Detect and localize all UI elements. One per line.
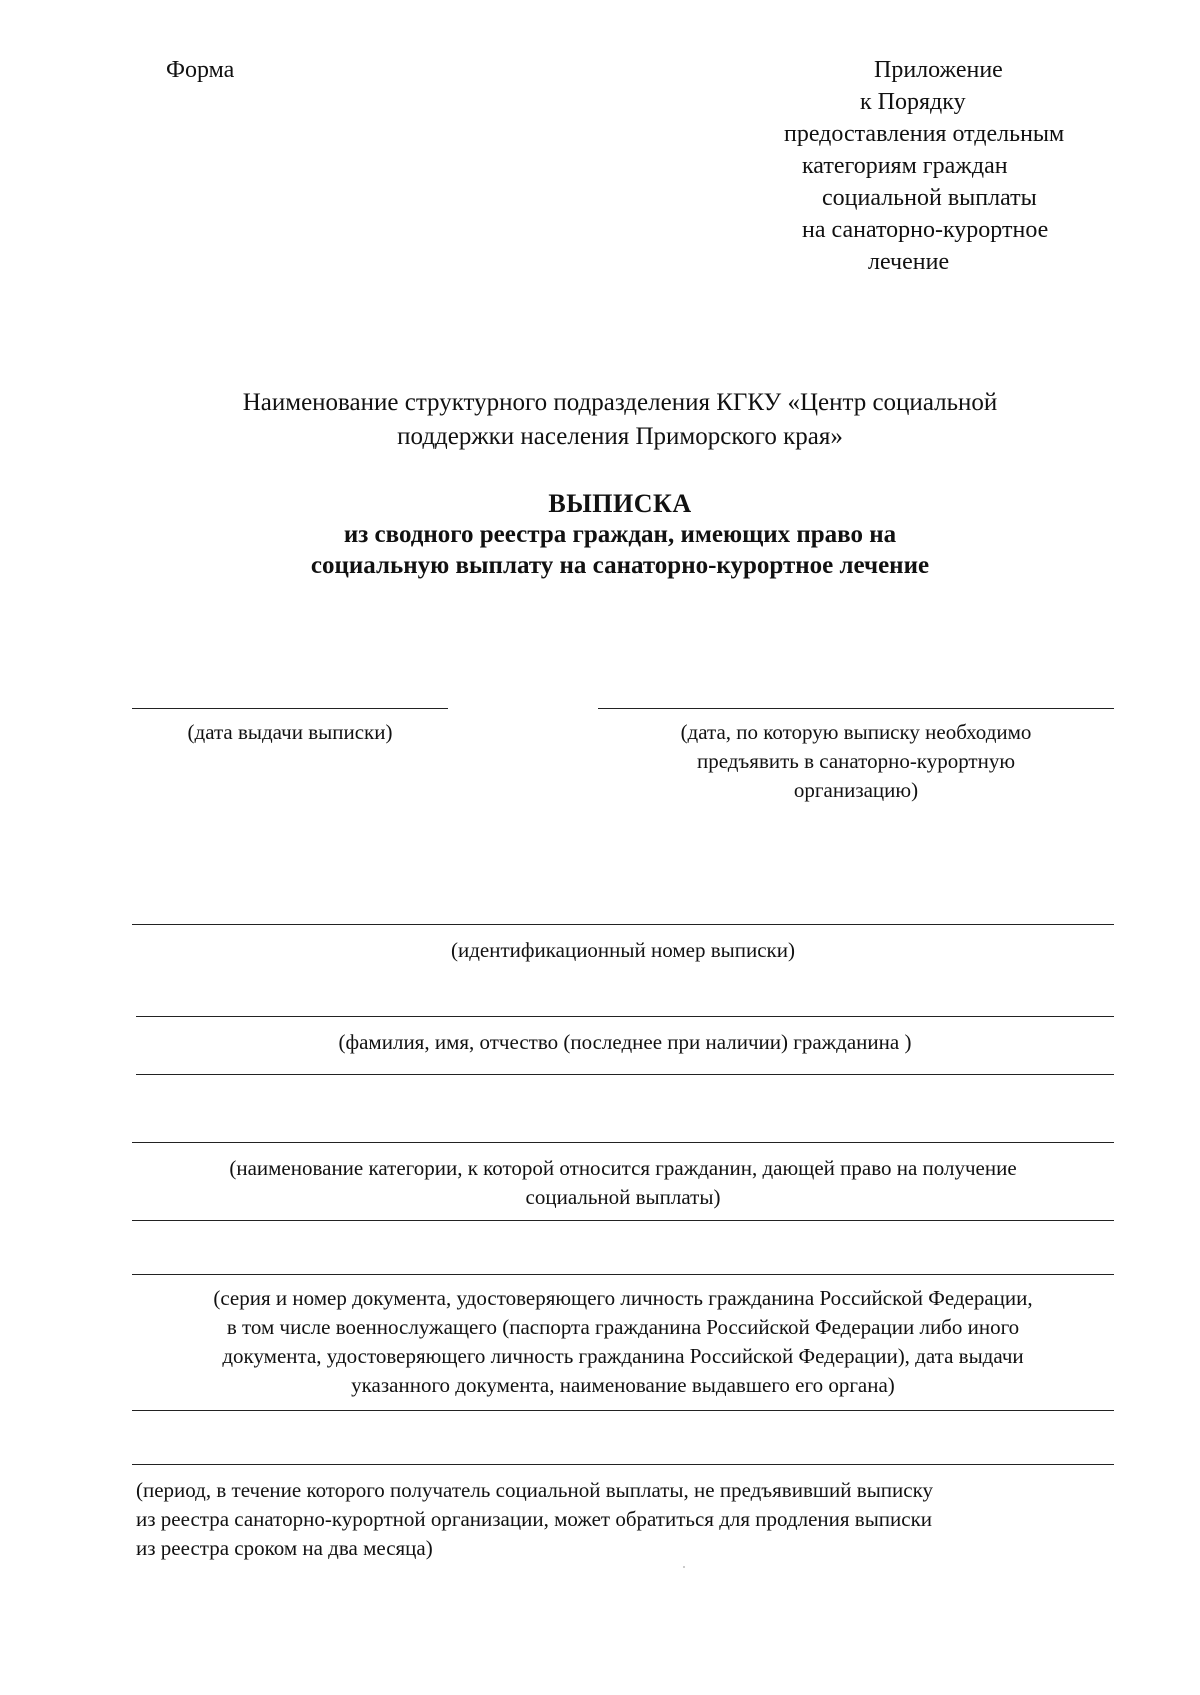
extension-period-caption: [136, 1476, 1114, 1563]
organization-name-line: поддержки населения Приморского края»: [397, 423, 843, 450]
document-subtitle-line: из сводного реестра граждан, имеющих право на: [343, 521, 897, 548]
caption-line: из реестра сроком на два месяца): [136, 1536, 433, 1560]
appendix-line: Приложение: [874, 57, 1003, 83]
full-name-bottom-rule: [136, 1074, 1114, 1075]
caption-line: указанного документа, наименование выдавшего его органа): [351, 1373, 895, 1397]
document-subtitle-line: социальную выплату на санаторно-курортное лечение: [310, 552, 930, 579]
caption-line: (дата выдачи выписки): [187, 720, 393, 744]
appendix-line: лечение: [868, 249, 950, 275]
category-caption: [132, 1154, 1114, 1212]
caption-line: (дата, по которую выписку необходимо: [680, 720, 1032, 744]
caption-line: (период, в течение которого получатель социальной выплаты, не предъявивший выписку: [136, 1478, 934, 1502]
caption-line: документа, удостоверяющего личность гражданина Российской Федерации), дата выдачи: [222, 1344, 1024, 1368]
appendix-line: к Порядку: [860, 89, 966, 115]
appendix-line: предоставления отдельным: [784, 121, 1065, 147]
caption-line: (серия и номер документа, удостоверяющего личность гражданина Российской Федерации,: [213, 1286, 1033, 1310]
category-line[interactable]: [132, 1142, 1114, 1143]
appendix-block: [760, 54, 1140, 278]
full-name-caption: [136, 1028, 1114, 1057]
caption-line: в том числе военнослужащего (паспорта гражданина Российской Федерации либо иного: [226, 1315, 1020, 1339]
full-name-line[interactable]: [136, 1016, 1114, 1017]
caption-line: социальной выплаты): [525, 1185, 721, 1209]
present-date-caption: [598, 718, 1114, 805]
appendix-line: социальной выплаты: [822, 185, 1037, 211]
issue-date-caption: [132, 718, 448, 747]
document-title-main: ВЫПИСКА: [548, 489, 692, 518]
scan-speck: [683, 1566, 685, 1568]
appendix-line: категориям граждан: [802, 153, 1008, 179]
caption-line: из реестра санаторно-курортной организации, может обратиться для продления выписки: [136, 1507, 933, 1531]
caption-line: (идентификационный номер выписки): [451, 938, 795, 962]
caption-line: предъявить в санаторно-курортную: [696, 749, 1016, 773]
identity-document-caption: [132, 1284, 1114, 1400]
appendix-line: на санаторно-курортное: [802, 217, 1049, 243]
organization-name: [60, 386, 1180, 454]
organization-name-line: Наименование структурного подразделения КГКУ «Центр социальной: [242, 389, 998, 416]
identity-document-line[interactable]: [132, 1274, 1114, 1275]
form-label: Форма: [166, 57, 235, 83]
present-date-line[interactable]: [598, 708, 1114, 709]
id-number-caption: [132, 936, 1114, 965]
identity-document-bottom-rule: [132, 1410, 1114, 1411]
id-number-line[interactable]: [132, 924, 1114, 925]
document-title: [60, 488, 1180, 581]
extension-period-line[interactable]: [132, 1464, 1114, 1465]
caption-line: (фамилия, имя, отчество (последнее при наличии) гражданина ): [338, 1030, 912, 1054]
caption-line: (наименование категории, к которой относится гражданин, дающей право на получение: [229, 1156, 1017, 1180]
issue-date-line[interactable]: [132, 708, 448, 709]
caption-line: организацию): [793, 778, 919, 802]
category-bottom-rule: [132, 1220, 1114, 1221]
